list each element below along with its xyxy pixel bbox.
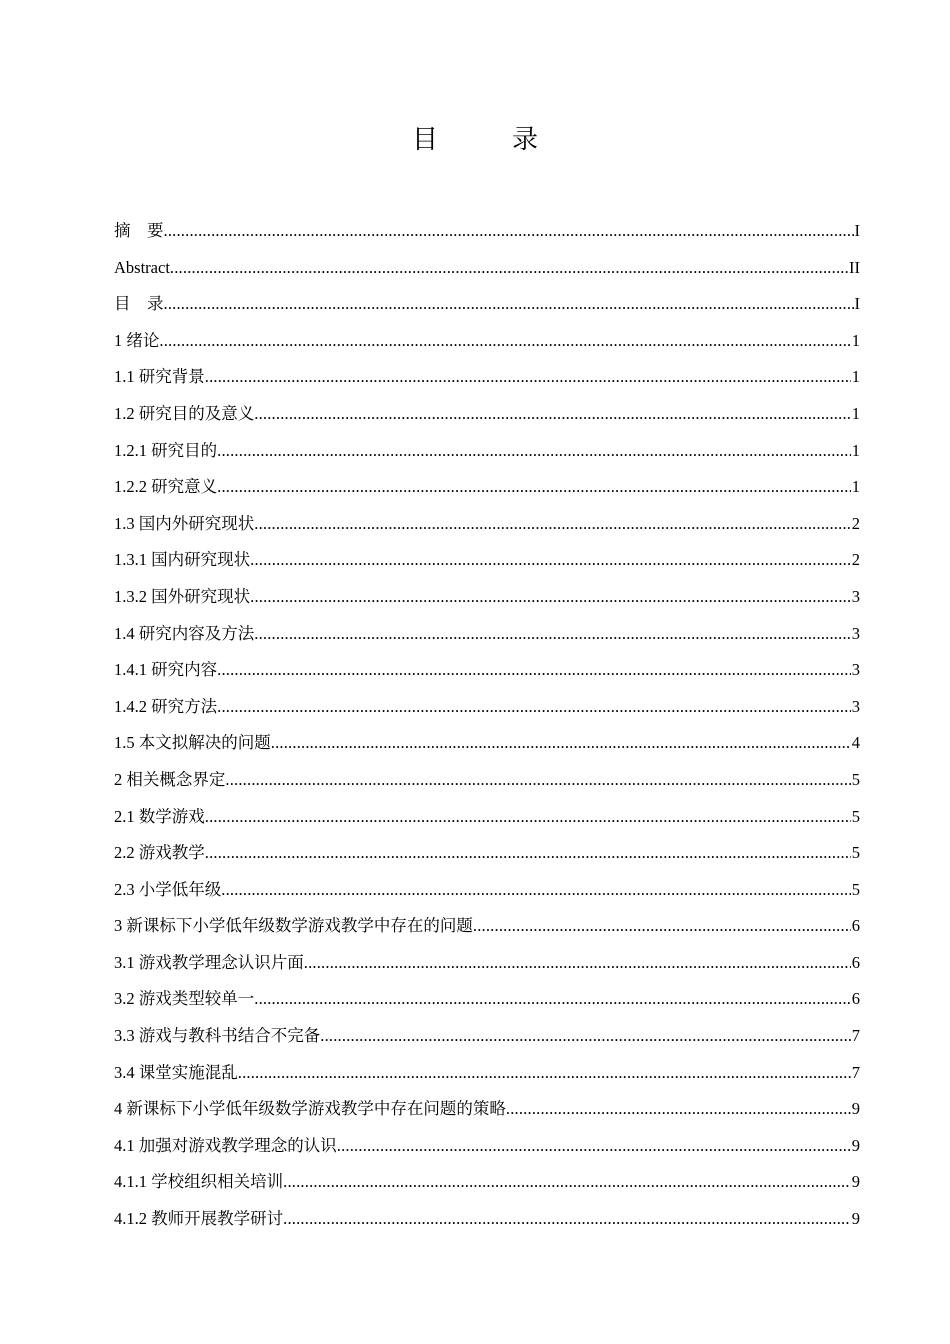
- toc-entry-page-number: 5: [851, 806, 860, 826]
- toc-entry[interactable]: [114, 981, 860, 1018]
- toc-entry-label: 3.2 游戏类型较单一: [114, 989, 255, 1009]
- toc-entry-page-number: 5: [851, 843, 860, 863]
- toc-dot-leader: [283, 1164, 851, 1201]
- toc-entry-page-number: 2: [851, 513, 860, 533]
- toc-entry[interactable]: [114, 1091, 860, 1128]
- toc-entry[interactable]: [114, 945, 860, 982]
- toc-entry[interactable]: [114, 799, 860, 836]
- toc-entry[interactable]: [114, 433, 860, 470]
- toc-dot-leader: [238, 1055, 851, 1092]
- toc-entry[interactable]: [114, 542, 860, 579]
- toc-dot-leader: [225, 762, 850, 799]
- toc-dot-leader: [506, 1091, 851, 1128]
- page-title: 目 录: [411, 125, 562, 155]
- toc-entry[interactable]: [114, 579, 860, 616]
- toc-entry-label: 目 录: [114, 294, 164, 314]
- toc-entry[interactable]: [114, 323, 860, 360]
- toc-entry-label: 3.4 课堂实施混乱: [114, 1062, 238, 1082]
- toc-entry[interactable]: [114, 872, 860, 909]
- toc-entry-page-number: 9: [851, 1135, 860, 1155]
- toc-dot-leader: [159, 323, 850, 360]
- toc-entry-label: 4.1.2 教师开展教学研讨: [114, 1209, 284, 1229]
- toc-entry-label: 2.3 小学低年级: [114, 879, 222, 899]
- toc-entry-label: 1.1 研究背景: [114, 367, 205, 387]
- toc-entry[interactable]: [114, 908, 860, 945]
- toc-entry-label: 2.2 游戏教学: [114, 843, 205, 863]
- toc-dot-leader: [205, 359, 851, 396]
- toc-dot-leader: [250, 579, 851, 616]
- toc-entry-page-number: 1: [851, 440, 860, 460]
- toc-entry-page-number: 1: [851, 403, 860, 423]
- toc-entry-page-number: 5: [851, 769, 860, 789]
- toc-entry-label: Abstract: [114, 257, 170, 277]
- toc-entry-page-number: I: [854, 294, 860, 314]
- toc-entry-page-number: 3: [851, 586, 860, 606]
- toc-entry[interactable]: [114, 213, 860, 250]
- toc-entry-label: 4.1 加强对游戏教学理念的认识: [114, 1135, 337, 1155]
- toc-entry-page-number: 1: [851, 367, 860, 387]
- toc-entry[interactable]: [114, 762, 860, 799]
- toc-dot-leader: [217, 652, 851, 689]
- toc-dot-leader: [320, 1018, 851, 1055]
- toc-entry-page-number: 6: [851, 916, 860, 936]
- toc-entry-page-number: 3: [851, 660, 860, 680]
- toc-entry-label: 1.2.2 研究意义: [114, 477, 218, 497]
- toc-entry-label: 1 绪论: [114, 330, 160, 350]
- toc-entry-page-number: 6: [851, 952, 860, 972]
- toc-entry-label: 1.2.1 研究目的: [114, 440, 218, 460]
- toc-entry-page-number: 9: [851, 1209, 860, 1229]
- toc-entry[interactable]: [114, 835, 860, 872]
- toc-entry-label: 1.4.2 研究方法: [114, 696, 218, 716]
- toc-entry-page-number: 3: [851, 623, 860, 643]
- toc-entry-page-number: I: [854, 221, 860, 240]
- toc-dot-leader: [473, 908, 851, 945]
- toc-dot-leader: [217, 433, 851, 470]
- toc-dot-leader: [254, 616, 851, 653]
- toc-dot-leader: [254, 981, 851, 1018]
- toc-entry[interactable]: [114, 250, 860, 287]
- toc-dot-leader: [221, 872, 851, 909]
- toc-entry[interactable]: [114, 1128, 860, 1165]
- toc-entry[interactable]: [114, 396, 860, 433]
- toc-entry[interactable]: [114, 359, 860, 396]
- toc-dot-leader: [217, 689, 851, 726]
- toc-entry-label: 1.4.1 研究内容: [114, 660, 218, 680]
- toc-entry-page-number: 1: [851, 330, 860, 350]
- toc-entry[interactable]: [114, 1201, 860, 1238]
- toc-entry-label: 1.5 本文拟解决的问题: [114, 733, 271, 753]
- toc-entry[interactable]: [114, 469, 860, 506]
- toc-entry[interactable]: [114, 1055, 860, 1092]
- toc-entry-page-number: 7: [851, 1026, 860, 1046]
- toc-entry-page-number: 6: [851, 989, 860, 1009]
- toc-dot-leader: [164, 213, 854, 250]
- toc-entry[interactable]: [114, 1164, 860, 1201]
- toc-dot-leader: [164, 286, 854, 323]
- toc-entry-label: 1.2 研究目的及意义: [114, 403, 255, 423]
- toc-dot-leader: [217, 469, 851, 506]
- toc-dot-leader: [250, 542, 851, 579]
- toc-dot-leader: [304, 945, 851, 982]
- toc-entry[interactable]: [114, 725, 860, 762]
- toc-entry-label: 1.3.2 国外研究现状: [114, 586, 251, 606]
- toc-entry-page-number: 2: [851, 550, 860, 570]
- toc-dot-leader: [283, 1201, 851, 1238]
- toc-entry[interactable]: [114, 689, 860, 726]
- toc-entry-page-number: 9: [851, 1172, 860, 1192]
- toc-entry-page-number: 7: [851, 1062, 860, 1082]
- toc-entry-page-number: 9: [851, 1099, 860, 1119]
- toc-dot-leader: [254, 396, 851, 433]
- toc-entry-label: 摘 要: [114, 221, 164, 240]
- toc-entry-page-number: 4: [851, 733, 860, 753]
- toc-entry-label: 3.1 游戏教学理念认识片面: [114, 952, 304, 972]
- toc-entry-label: 3 新课标下小学低年级数学游戏教学中存在的问题: [114, 916, 473, 936]
- toc-entry-label: 2.1 数学游戏: [114, 806, 205, 826]
- toc-entry[interactable]: [114, 286, 860, 323]
- toc-entry-label: 3.3 游戏与教科书结合不完备: [114, 1026, 321, 1046]
- toc-entry-label: 1.3.1 国内研究现状: [114, 550, 251, 570]
- toc-entry-label: 1.4 研究内容及方法: [114, 623, 255, 643]
- toc-entry[interactable]: [114, 1018, 860, 1055]
- toc-entry-page-number: 1: [851, 477, 860, 497]
- toc-entry[interactable]: [114, 506, 860, 543]
- toc-dot-leader: [271, 725, 851, 762]
- toc-entry-label: 4.1.1 学校组织相关培训: [114, 1172, 284, 1192]
- toc-dot-leader: [254, 506, 851, 543]
- toc-entry-page-number: 3: [851, 696, 860, 716]
- toc-entry[interactable]: [114, 652, 860, 689]
- toc-dot-leader: [170, 250, 848, 287]
- toc-dot-leader: [205, 799, 851, 836]
- toc-entry-page-number: 5: [851, 879, 860, 899]
- toc-dot-leader: [205, 835, 851, 872]
- toc-dot-leader: [337, 1128, 851, 1165]
- toc-entry-label: 4 新课标下小学低年级数学游戏教学中存在问题的策略: [114, 1099, 506, 1119]
- toc-list: [114, 213, 860, 1238]
- toc-entry-label: 1.3 国内外研究现状: [114, 513, 255, 533]
- toc-entry-label: 2 相关概念界定: [114, 769, 226, 789]
- toc-entry-page-number: II: [849, 257, 860, 277]
- toc-entry[interactable]: [114, 616, 860, 653]
